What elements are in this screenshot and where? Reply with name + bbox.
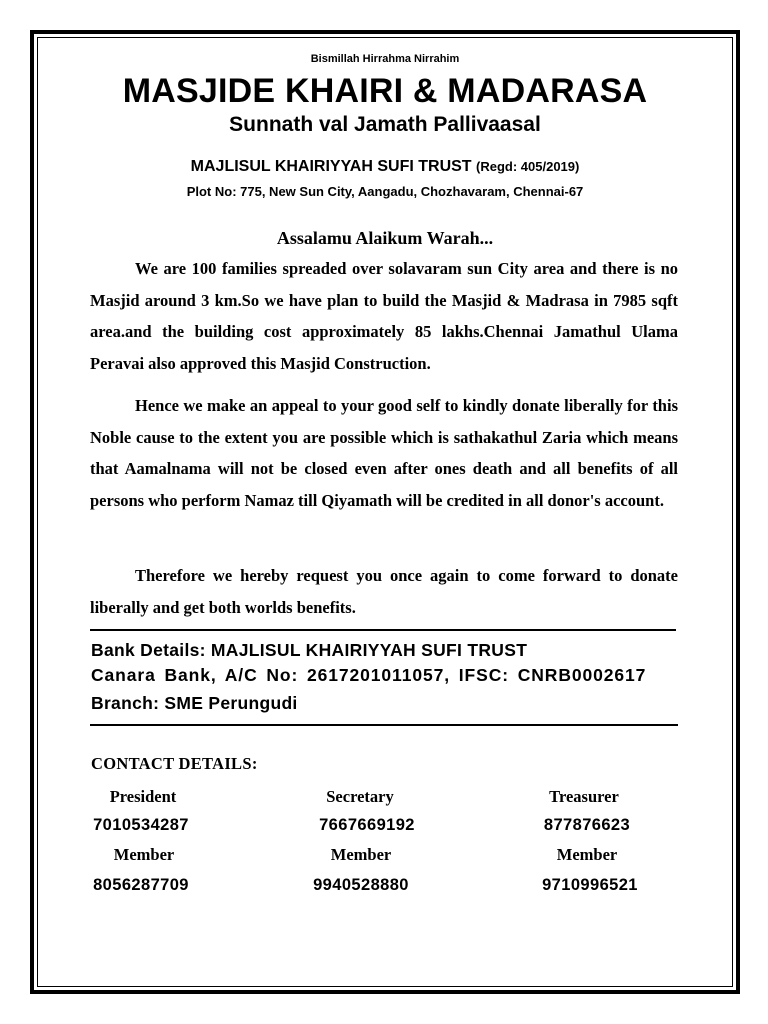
contact-role-president: President: [109, 787, 177, 806]
page-subtitle: Sunnath val Jamath Pallivaasal: [229, 113, 541, 136]
contact-role-secretary: Secretary: [326, 787, 394, 806]
contact-phone-member: 8056287709: [93, 876, 189, 894]
contact-phone-treasurer: 877876623: [543, 816, 631, 834]
contact-phone-secretary: 7667669192: [319, 816, 415, 834]
contact-phone-member: 9940528880: [313, 876, 409, 894]
contact-role-member: Member: [556, 845, 618, 864]
contact-role-member: Member: [330, 845, 392, 864]
contact-role-treasurer: Treasurer: [549, 787, 619, 806]
page-title: MASJIDE KHAIRI & MADARASA: [122, 72, 648, 110]
divider-top: [90, 629, 676, 631]
bank-branch-line: Branch: SME Perungudi: [91, 693, 298, 713]
bank-details-title: Bank Details: MAJLISUL KHAIRIYYAH SUFI TRUST: [91, 640, 528, 660]
paragraph-text: We are 100 families spreaded over solavaram sun City area and there is no Masjid around 3 km.So we have plan to build the Masjid & Madrasa in 7985 sqft area.and the building cost approximately 85 lakhs.Chennai Jamathul Ulama Peravai also approved this Masjid Construction.: [90, 259, 678, 373]
contact-role-member: Member: [113, 845, 175, 864]
paragraph-text: Therefore we hereby request you once again to come forward to donate liberally and get both worlds benefits.: [90, 566, 678, 617]
trust-address: Plot No: 775, New Sun City, Aangadu, Chozhavaram, Chennai-67: [186, 184, 584, 199]
bank-account-line: Canara Bank, A/C No: 2617201011057, IFSC: CNRB0002617: [91, 665, 647, 685]
trust-name: MAJLISUL KHAIRIYYAH SUFI TRUST: [190, 158, 477, 175]
bismillah-line: Bismillah Hirrahma Nirrahim: [310, 53, 460, 65]
contact-details-heading: CONTACT DETAILS:: [91, 754, 258, 773]
trust-line: [37, 158, 733, 176]
greeting: Assalamu Alaikum Warah...: [276, 228, 494, 248]
appeal-paragraph-2: [90, 390, 678, 516]
contact-phone-member: 9710996521: [542, 876, 638, 894]
trust-registration: (Regd: 405/2019): [476, 159, 580, 174]
appeal-paragraph-3: [90, 560, 678, 623]
paragraph-text: Hence we make an appeal to your good self to kindly donate liberally for this Noble cause to the extent you are possible which is sathakathul Zaria which means that Aamalnama will not be closed even after ones death and all benefits of all persons who perform Namaz till Qiyamath will be credited in all donor's account.: [90, 396, 678, 510]
contact-phone-president: 7010534287: [93, 816, 189, 834]
appeal-paragraph-1: [90, 253, 678, 379]
divider-bottom: [90, 724, 678, 726]
